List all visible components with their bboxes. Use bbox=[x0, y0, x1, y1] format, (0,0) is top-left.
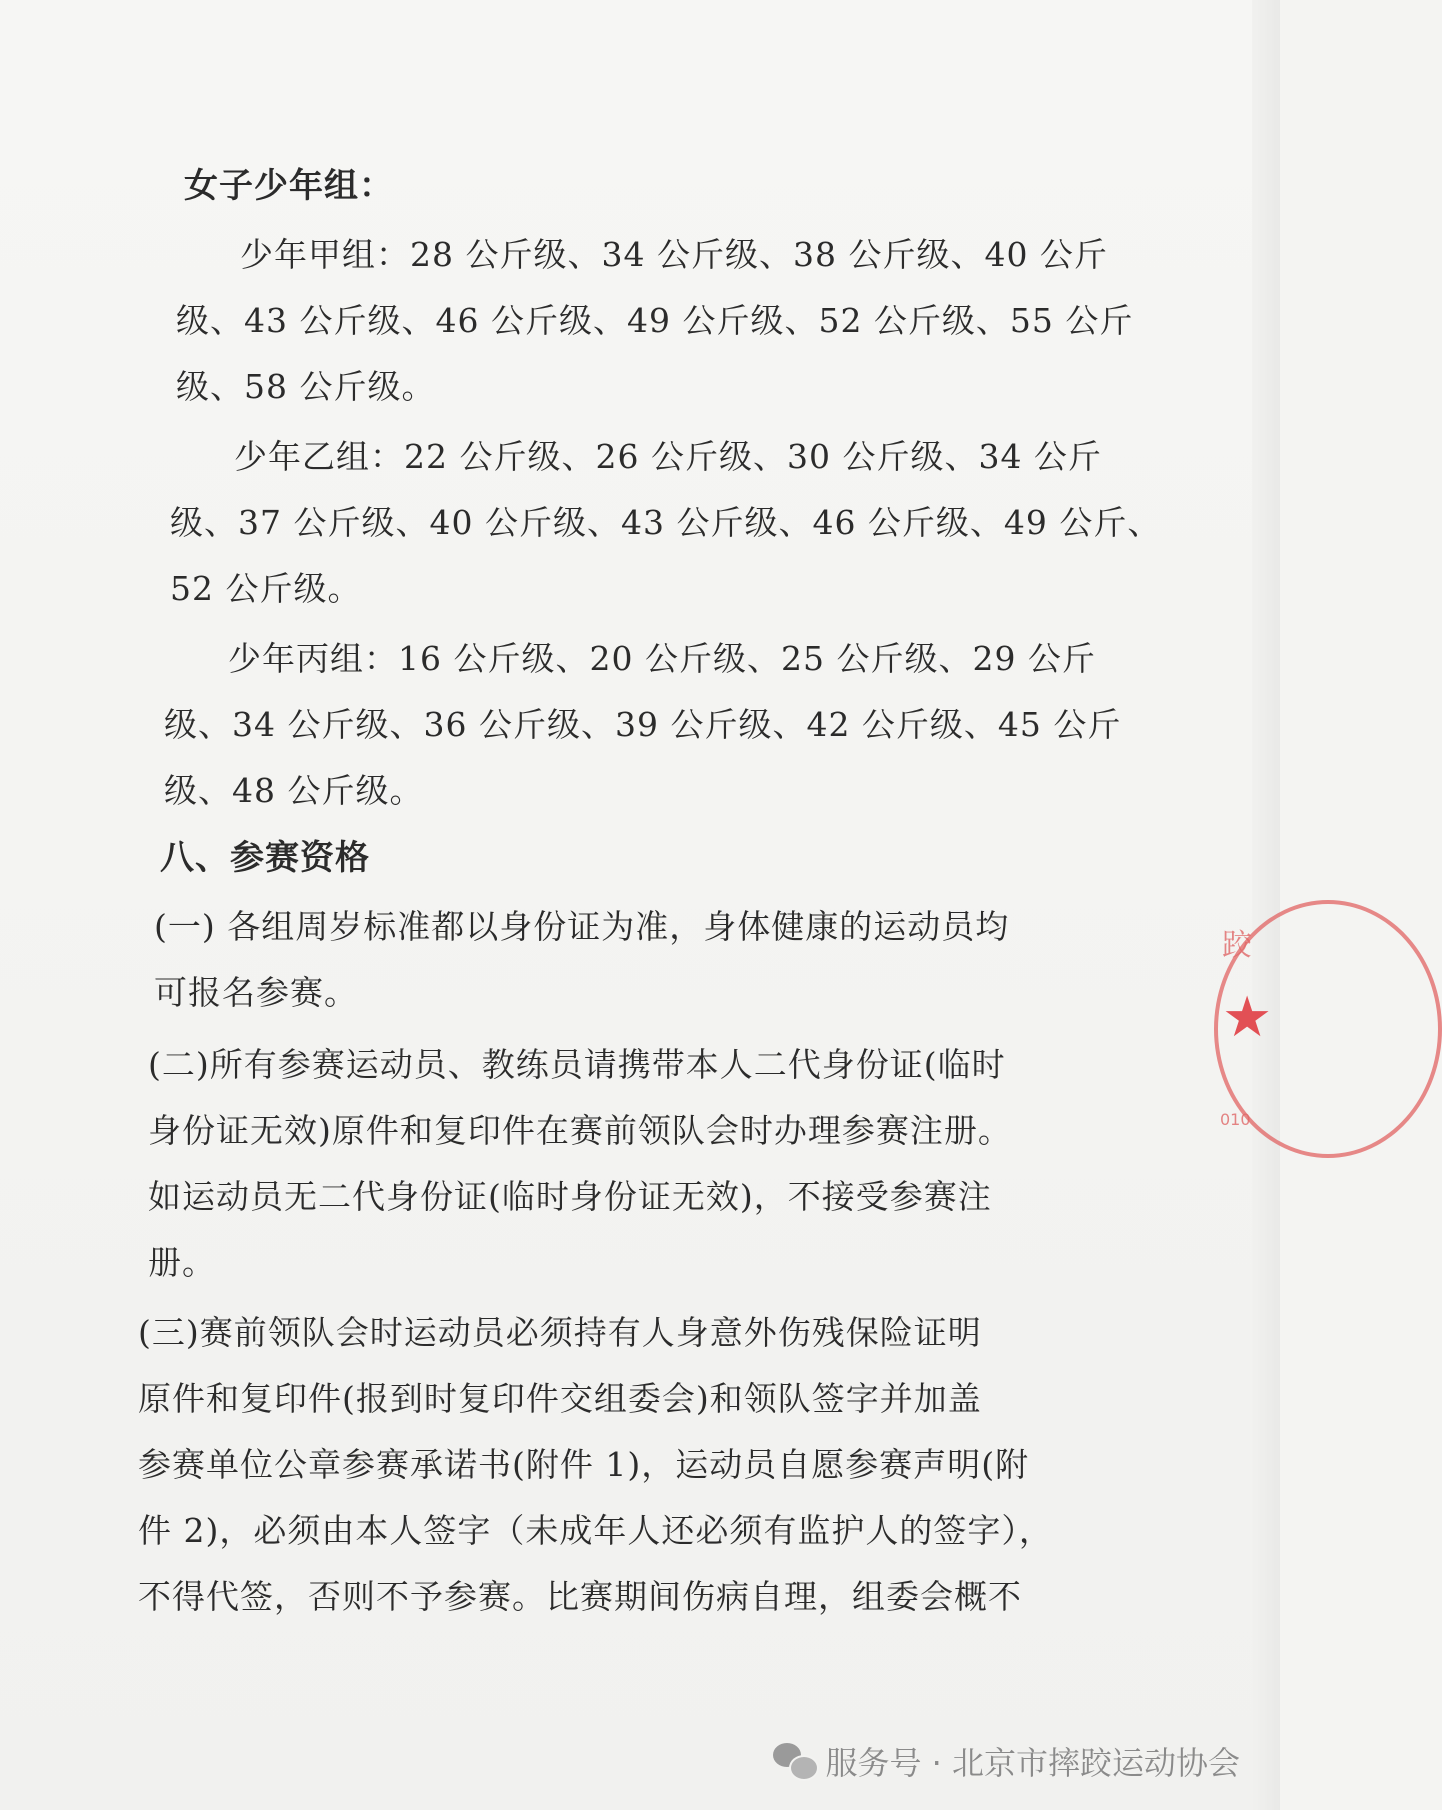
seal-char: 跤 bbox=[1222, 928, 1252, 963]
text-line: 可报名参赛。 bbox=[154, 973, 358, 1012]
text-line: 52 公斤级。 bbox=[170, 569, 362, 608]
text-line: 少年甲组：28 公斤级、34 公斤级、38 公斤级、40 公斤 bbox=[240, 235, 1108, 274]
text-line: (三)赛前领队会时运动员必须持有人身意外伤残保险证明 bbox=[138, 1313, 982, 1352]
text-line: 少年乙组：22 公斤级、26 公斤级、30 公斤级、34 公斤 bbox=[234, 437, 1102, 476]
watermark-text: 服务号 · 北京市摔跤运动协会 bbox=[825, 1744, 1240, 1782]
text-line: 级、37 公斤级、40 公斤级、43 公斤级、46 公斤级、49 公斤、 bbox=[170, 503, 1162, 542]
page-edge-shadow bbox=[1252, 0, 1280, 1810]
text-line: 级、58 公斤级。 bbox=[176, 367, 436, 406]
group-heading: 女子少年组： bbox=[184, 166, 394, 206]
group-junior-a bbox=[176, 222, 1133, 420]
text-line: 原件和复印件(报到时复印件交组委会)和领队签字并加盖 bbox=[138, 1379, 982, 1418]
group-junior-b bbox=[170, 424, 1161, 622]
star-icon: ★ bbox=[1222, 985, 1273, 1050]
wechat-icon bbox=[773, 1743, 815, 1779]
official-seal bbox=[1214, 900, 1273, 1150]
text-line: (二)所有参赛运动员、教练员请携带本人二代身份证(临时 bbox=[148, 1045, 1006, 1084]
text-line: 级、43 公斤级、46 公斤级、49 公斤级、52 公斤级、55 公斤 bbox=[176, 301, 1134, 340]
item-three bbox=[138, 1300, 1053, 1630]
text-line: 不得代签，否则不予参赛。比赛期间伤病自理，组委会概不 bbox=[138, 1577, 1022, 1616]
text-line: 级、34 公斤级、36 公斤级、39 公斤级、42 公斤级、45 公斤 bbox=[164, 705, 1122, 744]
text-line: 参赛单位公章参赛承诺书(附件 1)，运动员自愿参赛声明(附 bbox=[138, 1445, 1030, 1484]
text-line: 身份证无效)原件和复印件在赛前领队会时办理参赛注册。 bbox=[148, 1111, 1012, 1150]
text-line: (一) 各组周岁标准都以身份证为准，身体健康的运动员均 bbox=[154, 907, 1010, 946]
group-junior-c bbox=[164, 626, 1121, 824]
text-line: 件 2)，必须由本人签字（未成年人还必须有监护人的签字）， bbox=[138, 1511, 1053, 1550]
item-one bbox=[154, 894, 1009, 1026]
text-line: 少年丙组：16 公斤级、20 公斤级、25 公斤级、29 公斤 bbox=[228, 639, 1096, 678]
text-line: 册。 bbox=[148, 1243, 216, 1282]
section-title: 八、参赛资格 bbox=[160, 838, 370, 878]
text-line: 如运动员无二代身份证(临时身份证无效)，不接受参赛注 bbox=[148, 1177, 992, 1216]
item-two bbox=[148, 1032, 1012, 1296]
text-line: 级、48 公斤级。 bbox=[164, 771, 424, 810]
watermark bbox=[773, 1738, 1240, 1784]
seal-number: 010 bbox=[1220, 1110, 1251, 1129]
